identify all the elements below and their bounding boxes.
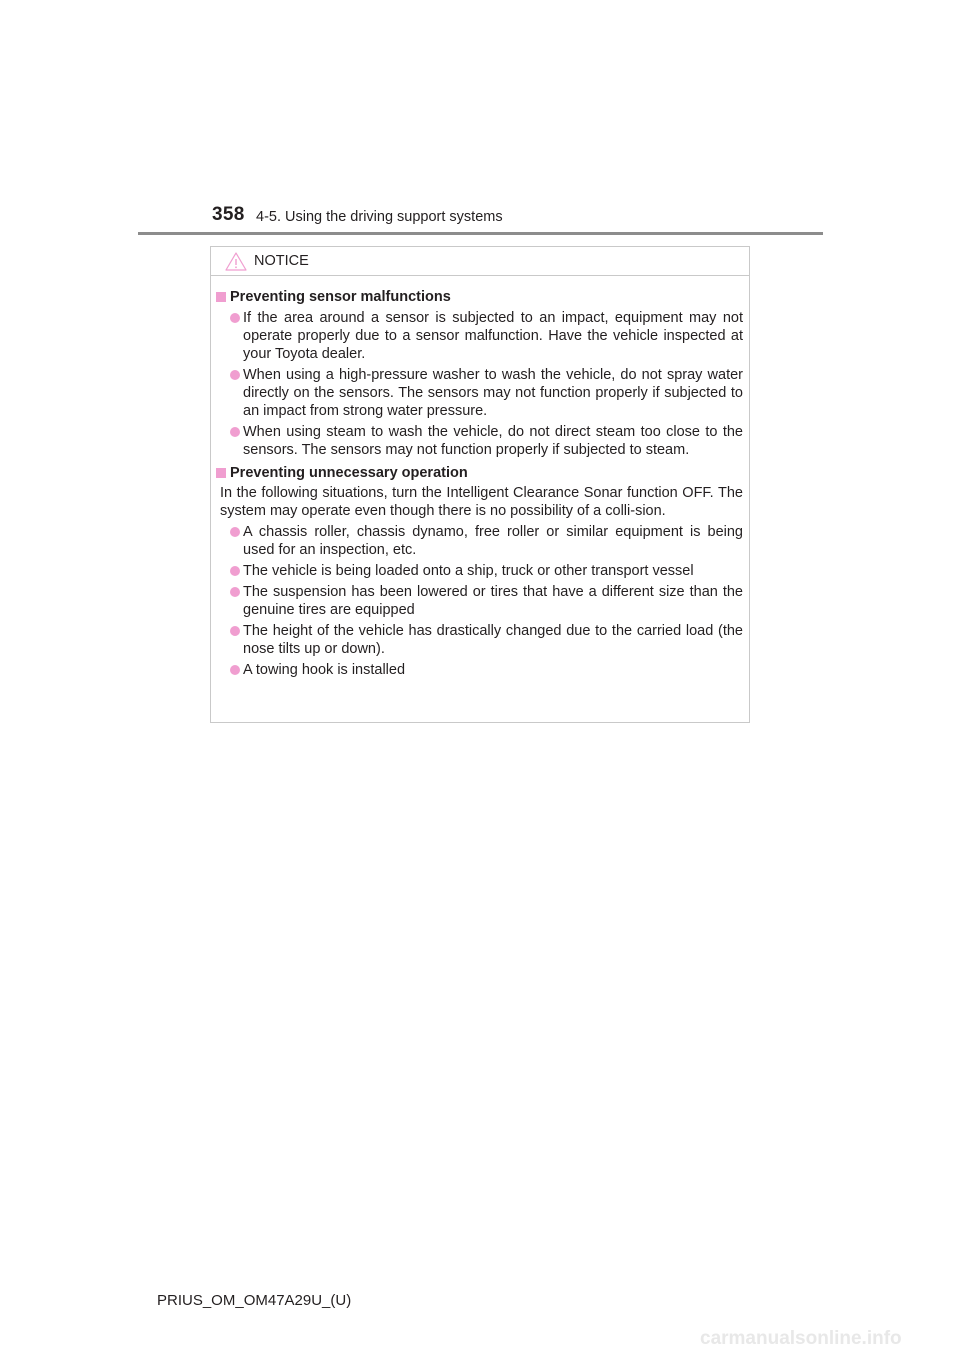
section-intro: In the following situations, turn the Intelligent Clearance Sonar function OFF. The system may operate even though there is no possibility of a colli-sion. — [220, 485, 743, 519]
circle-bullet-icon — [230, 527, 240, 537]
circle-bullet-icon — [230, 370, 240, 380]
notice-label: NOTICE — [254, 253, 309, 269]
square-bullet-icon — [216, 292, 226, 302]
section-heading: Preventing sensor malfunctions — [215, 288, 743, 306]
list-item: The height of the vehicle has drastically changed due to the carried load (the nose tilts up or down). — [215, 622, 743, 658]
section-unnecessary-operation — [215, 464, 743, 679]
circle-bullet-icon — [230, 587, 240, 597]
notice-header — [211, 247, 749, 276]
circle-bullet-icon — [230, 626, 240, 636]
notice-box — [210, 246, 750, 723]
list-item: A chassis roller, chassis dynamo, free roller or similar equipment is being used for an inspection, etc. — [215, 523, 743, 559]
circle-bullet-icon — [230, 427, 240, 437]
circle-bullet-icon — [230, 313, 240, 323]
list-item: If the area around a sensor is subjected to an impact, equipment may not operate properly due to a sensor malfunction. Have the vehicle inspected at your Toyota dealer. — [215, 309, 743, 363]
list-item: When using steam to wash the vehicle, do not direct steam too close to the sensors. The sensors may not function properly if subjected to steam. — [215, 423, 743, 459]
page-number: 358 — [212, 204, 245, 225]
section-heading: Preventing unnecessary operation — [215, 464, 743, 482]
list-item: The suspension has been lowered or tires that have a different size than the genuine tires are equipped — [215, 583, 743, 619]
list-item: When using a high-pressure washer to wash the vehicle, do not spray water directly on the sensors. The sensors may not function properly if subjected to an impact from strong water pressure. — [215, 366, 743, 420]
header-rule — [138, 232, 823, 235]
notice-body — [215, 288, 743, 679]
circle-bullet-icon — [230, 566, 240, 576]
warning-triangle-icon — [225, 252, 247, 271]
section-title: 4-5. Using the driving support systems — [256, 209, 503, 225]
list-item: The vehicle is being loaded onto a ship, truck or other transport vessel — [215, 562, 743, 580]
square-bullet-icon — [216, 468, 226, 478]
footer-doc-code: PRIUS_OM_OM47A29U_(U) — [157, 1292, 352, 1309]
list-item: A towing hook is installed — [215, 661, 743, 679]
section-sensor-malfunctions — [215, 288, 743, 459]
circle-bullet-icon — [230, 665, 240, 675]
watermark: carmanualsonline.info — [700, 1328, 902, 1349]
